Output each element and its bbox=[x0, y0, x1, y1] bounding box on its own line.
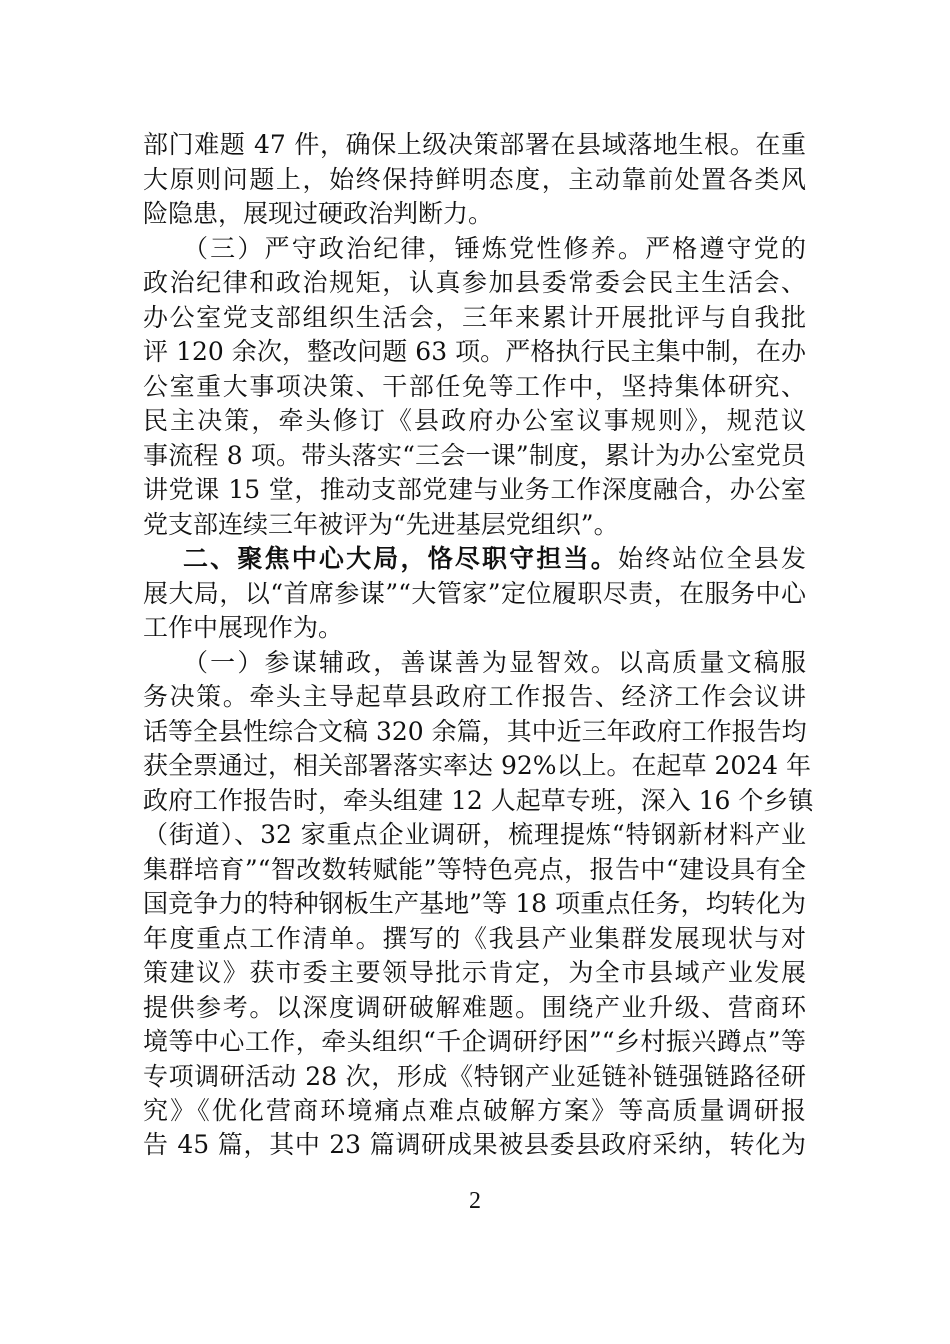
text-line: 民主决策，牵头修订《县政府办公室议事规则》，规范议 bbox=[143, 406, 806, 435]
text-line: 工作中展现作为。 bbox=[143, 613, 344, 642]
text-line: 部门难题 47 件，确保上级决策部署在县域落地生根。在重 bbox=[143, 130, 806, 159]
text-line: 讲党课 15 堂，推动支部党建与业务工作深度融合，办公室 bbox=[143, 475, 806, 504]
page-number: 2 bbox=[469, 1188, 481, 1214]
text-line: 告 45 篇，其中 23 篇调研成果被县委县政府采纳，转化为 bbox=[143, 1130, 806, 1159]
text-line: 党支部连续三年被评为“先进基层党组织”。 bbox=[143, 510, 619, 539]
text-line: 政府工作报告时，牵头组建 12 人起草专班，深入 16 个乡镇 bbox=[143, 786, 814, 815]
text-line: 专项调研活动 28 次，形成《特钢产业延链补链强链路径研 bbox=[143, 1062, 806, 1091]
text-line: 话等全县性综合文稿 320 余篇，其中近三年政府工作报告均 bbox=[143, 717, 807, 746]
text-line: 国竞争力的特种钢板生产基地”等 18 项重点任务，均转化为 bbox=[143, 889, 806, 918]
text-line: 究》《优化营商环境痛点难点破解方案》等高质量调研报 bbox=[143, 1096, 806, 1125]
text-line: 评 120 余次，整改问题 63 项。严格执行民主集中制，在办 bbox=[143, 337, 806, 366]
text-line: 获全票通过，相关部署落实率达 92%以上。在起草 2024 年 bbox=[143, 751, 812, 780]
text-line: 集群培育”“智改数转赋能”等特色亮点，报告中“建设具有全 bbox=[143, 855, 806, 884]
text-line: 境等中心工作，牵头组织“千企调研纾困”“乡村振兴蹲点”等 bbox=[143, 1027, 806, 1056]
text-line: 年度重点工作清单。撰写的《我县产业集群发展现状与对 bbox=[143, 924, 806, 953]
text-line: （街道）、32 家重点企业调研，梳理提炼“特钢新材料产业 bbox=[143, 820, 806, 849]
text-line: 务决策。牵头主导起草县政府工作报告、经济工作会议讲 bbox=[143, 682, 806, 711]
text-line: 险隐患，展现过硬政治判断力。 bbox=[143, 199, 494, 228]
section-heading-line bbox=[143, 542, 806, 576]
subsection-heading-line: （一）参谋辅政，善谋善为显智效。以高质量文稿服 bbox=[183, 648, 806, 677]
text-line: 提供参考。以深度调研破解难题。围绕产业升级、营商环 bbox=[143, 993, 806, 1022]
text-line: 展大局，以“首席参谋”“大管家”定位履职尽责，在服务中心 bbox=[143, 579, 806, 608]
section-heading: 二、聚焦中心大局，恪尽职守担当。 bbox=[183, 544, 618, 573]
section-intro: 始终站位全县发 bbox=[617, 544, 806, 573]
subsection-heading-line: （三）严守政治纪律，锤炼党性修养。严格遵守党的 bbox=[183, 234, 806, 263]
text-line: 政治纪律和政治规矩，认真参加县委常委会民主生活会、 bbox=[143, 268, 806, 297]
text-line: 策建议》获市委主要领导批示肯定，为全市县域产业发展 bbox=[143, 958, 806, 987]
text-line: 公室重大事项决策、干部任免等工作中，坚持集体研究、 bbox=[143, 372, 806, 401]
text-line: 办公室党支部组织生活会，三年来累计开展批评与自我批 bbox=[143, 303, 806, 332]
text-line: 大原则问题上，始终保持鲜明态度，主动靠前处置各类风 bbox=[143, 165, 806, 194]
text-line: 事流程 8 项。带头落实“三会一课”制度，累计为办公室党员 bbox=[143, 441, 806, 470]
